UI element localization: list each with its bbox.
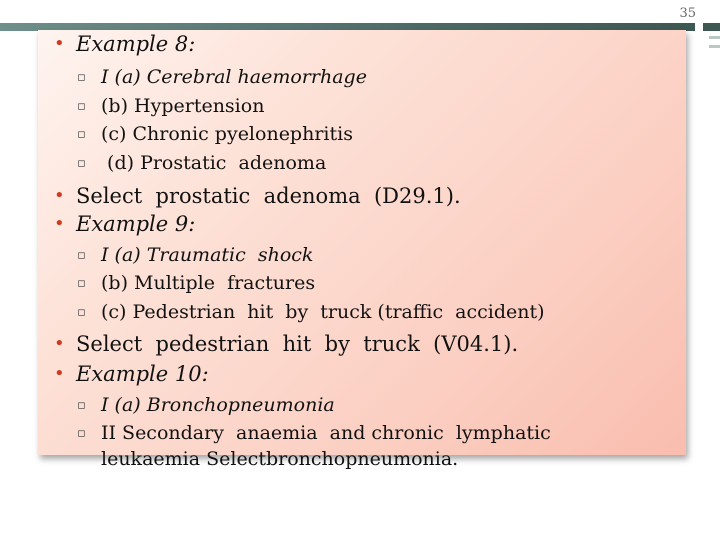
example-8-heading — [54, 32, 196, 56]
conclusion-text: Select prostatic adenoma (D29.1). — [76, 184, 461, 208]
item-text: (b) Hypertension — [101, 95, 265, 117]
list-item — [77, 301, 545, 323]
list-item — [77, 123, 353, 145]
square-bullet-icon: ▫ — [77, 127, 86, 142]
list-item — [77, 422, 551, 444]
example-10-heading — [54, 362, 209, 386]
square-bullet-icon: ▫ — [77, 248, 86, 263]
item-text: I (a) Bronchopneumonia — [101, 394, 335, 416]
square-bullet-icon: ▫ — [77, 156, 86, 171]
square-bullet-icon: ▫ — [77, 70, 86, 85]
item-text: (c) Chronic pyelonephritis — [101, 123, 353, 145]
square-bullet-icon: ▫ — [77, 99, 86, 114]
item-text: II Secondary anaemia and chronic lymphatic — [101, 422, 551, 444]
list-item — [77, 244, 314, 266]
bullet-icon: • — [54, 185, 65, 206]
page-number: 35 — [679, 6, 696, 21]
list-item — [77, 394, 335, 416]
conclusion-8 — [54, 184, 461, 208]
example-9-heading — [54, 212, 196, 236]
item-text: (c) Pedestrian hit by truck (traffic accident) — [101, 301, 545, 323]
square-bullet-icon: ▫ — [77, 398, 86, 413]
square-bullet-icon: ▫ — [77, 276, 86, 291]
list-item — [77, 95, 265, 117]
item-text: leukaemia Selectbronchopneumonia. — [101, 448, 459, 470]
item-text: I (a) Traumatic shock — [101, 244, 314, 266]
item-text: (b) Multiple fractures — [101, 272, 316, 294]
bullet-icon: • — [54, 33, 65, 54]
item-text: (d) Prostatic adenoma — [101, 152, 327, 174]
heading-text: Example 8: — [76, 32, 196, 56]
conclusion-9 — [54, 332, 519, 356]
square-bullet-icon: ▫ — [77, 305, 86, 320]
right-decor — [709, 36, 720, 48]
bullet-icon: • — [54, 333, 65, 354]
list-item — [77, 66, 367, 88]
top-bar-right — [703, 23, 720, 31]
list-item-continuation — [101, 448, 458, 470]
list-item — [77, 152, 327, 174]
bullet-icon: • — [54, 213, 65, 234]
bullet-icon: • — [54, 363, 65, 384]
square-bullet-icon: ▫ — [77, 426, 86, 441]
content-card — [38, 30, 686, 470]
conclusion-text: Select pedestrian hit by truck (V04.1). — [76, 332, 519, 356]
heading-text: Example 10: — [76, 362, 209, 386]
item-text: I (a) Cerebral haemorrhage — [101, 66, 367, 88]
list-item — [77, 272, 316, 294]
heading-text: Example 9: — [76, 212, 196, 236]
